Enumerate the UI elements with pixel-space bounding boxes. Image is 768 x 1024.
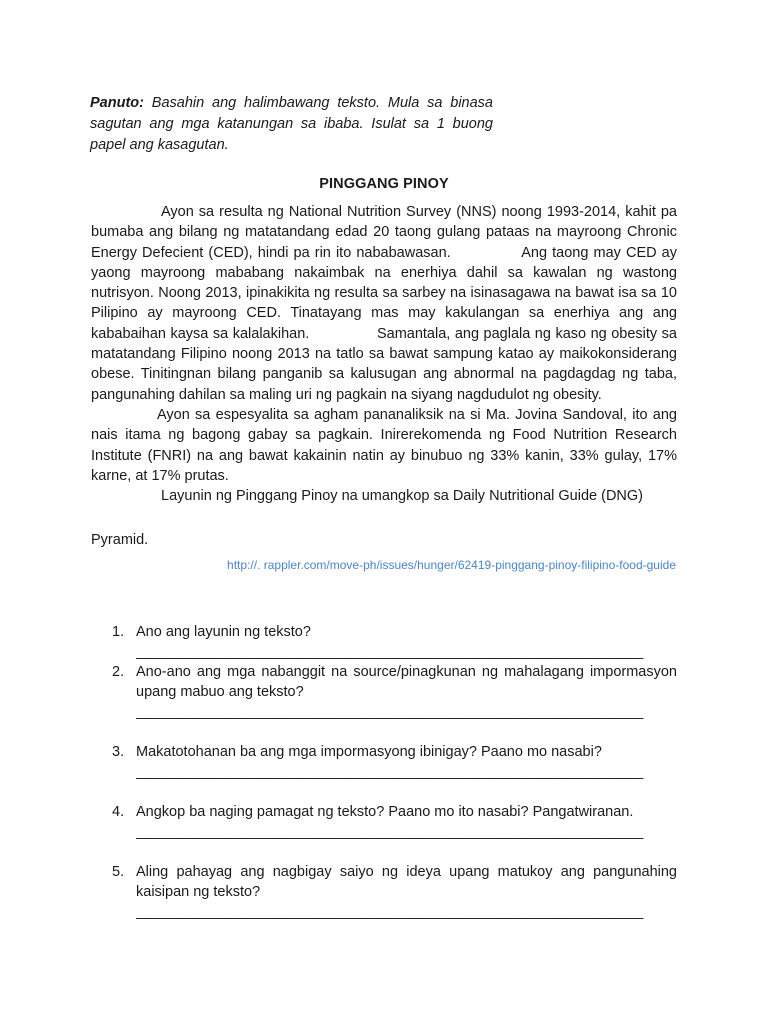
question-1 <box>112 622 677 662</box>
question-number: 5. <box>112 864 125 880</box>
answer-line[interactable]: ___________________________________________________________________ <box>136 824 643 840</box>
paragraph-2: Ayon sa espesyalita sa agham pananaliksik na si Ma. Jovina Sandoval, ito ang nais itama ng bagong gabay sa pagkain. Inirerekomenda ng Food Nutrition Research Institute (FNRI) na ang bawat kakainin natin ay binubuo ng 33% kanin, 33% gulay, 17% karne, at 17% prutas. <box>91 406 677 484</box>
question-text: Makatotohanan ba ang mga impormasyong ibinigay? Paano mo nasabi? <box>136 744 602 760</box>
question-3 <box>112 742 677 782</box>
question-text: Angkop ba naging pamagat ng teksto? Paano mo ito nasabi? Pangatwiranan. <box>136 804 634 820</box>
answer-line[interactable]: ___________________________________________________________________ <box>136 704 643 720</box>
article-body <box>91 202 682 506</box>
question-number: 2. <box>112 664 125 680</box>
question-text: Ano ang layunin ng teksto? <box>136 624 311 640</box>
question-number: 3. <box>112 744 125 760</box>
paragraph-3-continuation: Pyramid. <box>91 532 149 548</box>
instructions <box>90 93 493 156</box>
answer-line[interactable]: ___________________________________________________________________ <box>136 764 643 780</box>
question-5 <box>112 862 677 922</box>
question-number: 1. <box>112 624 125 640</box>
answer-line[interactable]: ___________________________________________________________________ <box>136 904 643 920</box>
instructions-text: Basahin ang halimbawang teksto. Mula sa binasa sagutan ang mga katanungan sa ibaba. Isulat sa 1 buong papel ang kasagutan. <box>90 95 493 153</box>
paragraph-1: Ayon sa resulta ng National Nutrition Survey (NNS) noong 1993-2014, kahit pa bumaba ang bilang ng matatandang edad 20 taong gulang pataas na mayroong Chronic Energy Defecient (CED), hindi pa rin ito nababawasan. Ang taong may CED ay yaong mayroong mababang nakaimbak na enerhiya dahil sa kawalan ng wastong nutrisyon. Noong 2013, ipinakikita ng resulta sa sarbey na isinasagawa na bawat isa sa 10 Pilipino ay mayroong CED. Tinatayang mas may kakulangan sa enerhiya ang ang kababaihan kaysa sa kalalakihan. Samantala, ang paglala ng kaso ng obesity sa matatandang Filipino noong 2013 na tatlo sa bawat sampung katao ay maikokonsiderang obese. Tinitingnan bilang panganib sa kalusugan ang abnormal na pagdagdag ng taba, pangunahing dahilan sa maling uri ng pagkain na siyang nagdudulot ng obesity. <box>91 204 682 403</box>
document-title: PINGGANG PINOY <box>319 176 449 192</box>
paragraph-3: Layunin ng Pinggang Pinoy na umangkop sa Daily Nutritional Guide (DNG) <box>161 488 643 505</box>
question-2 <box>112 662 677 722</box>
source-link[interactable]: http://. rappler.com/move-ph/issues/hunger/62419-pinggang-pinoy-filipino-food-guide <box>227 558 676 572</box>
question-number: 4. <box>112 804 125 820</box>
answer-line[interactable]: ___________________________________________________________________ <box>136 644 643 660</box>
question-text: Ano-ano ang mga nabanggit na source/pinagkunan ng mahalagang impormasyon upang mabuo ang teksto? <box>136 664 677 700</box>
question-text: Aling pahayag ang nagbigay saiyo ng ideya upang matukoy ang pangunahing kaisipan ng teksto? <box>136 864 677 900</box>
question-4 <box>112 802 677 842</box>
instructions-label: Panuto: <box>90 95 144 111</box>
